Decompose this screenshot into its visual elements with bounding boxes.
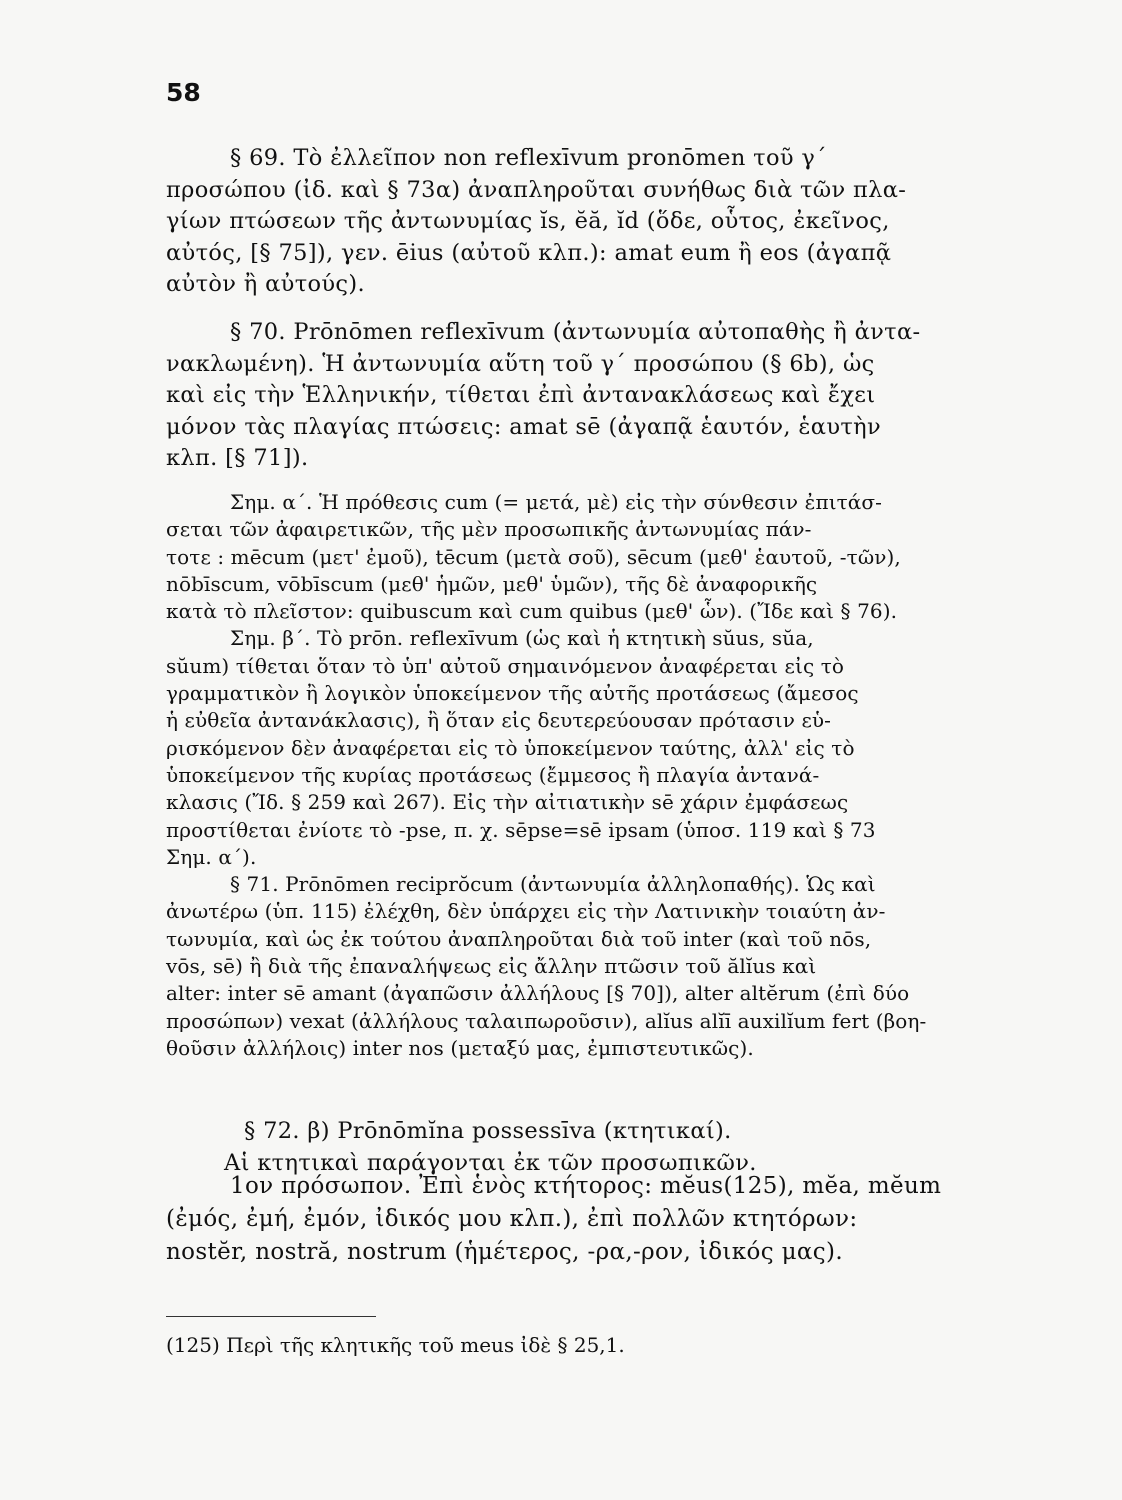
text-line: nostĕr, nostră, nostrum (ἡμέτερος, -ρα,-ρον, ἰδικός μας). bbox=[166, 1239, 843, 1265]
text-line: Σημ. α΄. Ἡ πρόθεσις cum (= μετά, μὲ) εἰς τὴν σύνθεσιν ἐπιτάσ- bbox=[230, 490, 883, 514]
text-line: nōbīscum, vōbīscum (μεθ' ἡμῶν, μεθ' ὑμῶν), τῆς δὲ ἀναφορικῆς bbox=[166, 571, 818, 596]
section-subheading: Αἱ κτητικαὶ παράγονται ἐκ τῶν προσωπικῶν. bbox=[224, 1149, 757, 1176]
text-line: καὶ εἰς τὴν Ἑλληνικήν, τίθεται ἐπὶ ἀντανακλάσεως καὶ ἔχει bbox=[166, 382, 876, 409]
text-line: κατὰ τὸ πλεῖστον: quibuscum καὶ cum quibus (μεθ' ὧν). (Ἴδε καὶ § 76). bbox=[166, 599, 898, 624]
text-line: § 70. Prōnōmen reflexīvum (ἀντωνυμία αὐτοπαθὴς ἢ ἀντα- bbox=[230, 319, 921, 345]
text-line: § 69. Τὸ ἐλλεῖπον non reflexīvum pronōmen τοῦ γ΄ bbox=[230, 145, 827, 171]
text-line: νακλωμένη). Ἡ ἀντωνυμία αὕτη τοῦ γ΄ προσώπου (§ 6b), ὡς bbox=[166, 350, 875, 377]
section-heading: § 72. β) Prōnōmĭna possessīva (κτητικαί). bbox=[244, 1118, 732, 1144]
text-line: (ἐμός, ἐμή, ἐμόν, ἰδικός μου κλπ.), ἐπὶ πολλῶν κτητόρων: bbox=[166, 1206, 858, 1232]
section-72-body bbox=[166, 1170, 996, 1269]
text-line: § 71. Prōnōmen reciprŏcum (ἀντωνυμία ἀλληλοπαθής). Ὡς καὶ bbox=[230, 872, 876, 897]
text-line: vōs, sē) ἢ διὰ τῆς ἐπαναλήψεως εἰς ἄλλην πτῶσιν τοῦ ălĭus καὶ bbox=[166, 954, 817, 979]
text-line: ἀνωτέρω (ὑπ. 115) ἐλέχθη, δὲν ὑπάρχει εἰς τὴν Λατινικὴν τοιαύτη ἀν- bbox=[166, 899, 886, 924]
text-line: γίων πτώσεων τῆς ἀντωνυμίας ĭs, ĕă, ĭd (ὅδε, οὗτος, ἐκεῖνος, bbox=[166, 208, 890, 235]
text-line: προσώπου (ἰδ. καὶ § 73α) ἀναπληροῦται συνήθως διὰ τῶν πλα- bbox=[166, 176, 907, 203]
text-line: alter: inter sē amant (ἀγαπῶσιν ἀλλήλους [§ 70]), alter altĕrum (ἐπὶ δύο bbox=[166, 981, 910, 1006]
page-number: 58 bbox=[166, 78, 201, 107]
text-line: προστίθεται ἐνίοτε τὸ -pse, π. χ. sēpse=sē ipsam (ὑποσ. 119 καὶ § 73 bbox=[166, 817, 876, 842]
section-69 bbox=[166, 143, 996, 301]
text-line: κλπ. [§ 71]). bbox=[166, 445, 309, 472]
text-line: αὐτὸν ἢ αὐτούς). bbox=[166, 271, 366, 298]
text-line: αὐτός, [§ 75]), γεν. ēius (αὐτοῦ κλπ.): amat eum ἢ eos (ἀγαπᾷ bbox=[166, 239, 892, 266]
text-line: Σημ. α΄). bbox=[166, 844, 257, 869]
text-line: Σημ. β΄. Τὸ prōn. reflexīvum (ὡς καὶ ἡ κτητικὴ sŭus, sŭa, bbox=[230, 626, 814, 651]
text-line: προσώπων) vexat (ἀλλήλους ταλαιπωροῦσιν), alĭus alĭī auxilĭum fert (βοη- bbox=[166, 1008, 927, 1033]
notes-and-section-71 bbox=[166, 489, 996, 1062]
text-line: sŭum) τίθεται ὅταν τὸ ὑπ' αὐτοῦ σημαινόμενον ἀναφέρεται εἰς τὸ bbox=[166, 653, 845, 678]
footnote-divider bbox=[166, 1316, 376, 1317]
text-line: ὑποκείμενον τῆς κυρίας προτάσεως (ἔμμεσος ἢ πλαγία ἀντανά- bbox=[166, 762, 820, 787]
text-line: κλασις (Ἴδ. § 259 καὶ 267). Εἰς τὴν αἰτιατικὴν sē χάριν ἐμφάσεως bbox=[166, 790, 849, 815]
text-line: τοτε : mēcum (μετ' ἐμοῦ), tēcum (μετὰ σοῦ), sēcum (μεθ' ἑαυτοῦ, -τῶν), bbox=[166, 544, 901, 569]
footnote: (125) Περὶ τῆς κλητικῆς τοῦ meus ἰδὲ § 25,1. bbox=[166, 1333, 625, 1357]
text-line: σεται τῶν ἀφαιρετικῶν, τῆς μὲν προσωπικῆς ἀντωνυμίας πάν- bbox=[166, 517, 812, 542]
text-line: γραμματικὸν ἢ λογικὸν ὑποκείμενον τῆς αὐτῆς προτάσεως (ἄμεσος bbox=[166, 681, 859, 706]
text-line: ρισκόμενον δὲν ἀναφέρεται εἰς τὸ ὑποκείμενον ταύτης, ἀλλ' εἰς τὸ bbox=[166, 735, 855, 760]
text-line: ἡ εὐθεῖα ἀντανάκλασις), ἢ ὅταν εἰς δευτερεύουσαν πρότασιν εὑ- bbox=[166, 708, 832, 733]
text-line: μόνον τὰς πλαγίας πτώσεις: amat sē (ἀγαπᾷ ἑαυτόν, ἑαυτὴν bbox=[166, 413, 882, 440]
text-line: θοῦσιν ἀλλήλοις) inter nos (μεταξύ μας, ἐμπιστευτικῶς). bbox=[166, 1035, 754, 1060]
section-70 bbox=[166, 317, 996, 475]
text-line: 1ον πρόσωπον. Ἐπὶ ἑνὸς κτήτορος: mĕus(125), mĕa, mĕum bbox=[230, 1173, 942, 1199]
text-line: τωνυμία, καὶ ὡς ἐκ τούτου ἀναπληροῦται διὰ τοῦ inter (καὶ τοῦ nōs, bbox=[166, 926, 872, 951]
